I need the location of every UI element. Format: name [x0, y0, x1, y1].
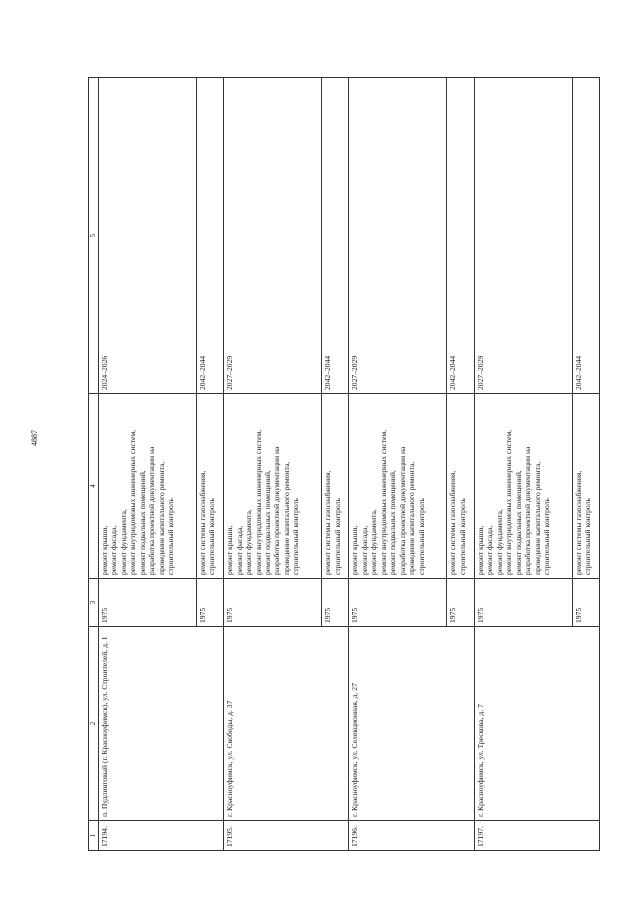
col-header-4: 4 — [89, 394, 99, 579]
work-item: ремонт крыши, — [225, 525, 235, 575]
repair-schedule-table — [88, 77, 600, 851]
row-period: 2042–2044 — [322, 78, 349, 394]
row-works — [349, 394, 447, 579]
work-item: ремонт крыши, — [475, 525, 485, 575]
work-item: ремонт внутридомовых инженерных систем, — [128, 429, 138, 575]
work-item: разработка проектной документации на — [147, 446, 157, 575]
page-number: 4887 — [30, 430, 39, 446]
row-number: 17195. — [224, 821, 349, 851]
row-address: г. Красноуфимск, ул. Свободы, д. 37 — [224, 627, 349, 821]
work-item: ремонт системы газоснабжения, — [448, 470, 458, 575]
work-item: строительный контроль — [166, 498, 176, 575]
work-item: ремонт фундамента, — [369, 509, 379, 575]
work-item: проведение капитального ремонта, — [532, 461, 542, 575]
table-row — [474, 78, 572, 851]
col-header-5: 5 — [89, 78, 99, 394]
work-item: ремонт внутридомовых инженерных систем, — [378, 429, 388, 575]
row-year: 1975 — [196, 579, 223, 627]
work-item: строительный контроль — [207, 498, 217, 575]
row-year: 1975 — [98, 579, 196, 627]
work-item: ремонт крыши, — [350, 525, 360, 575]
work-item: строительный контроль — [542, 498, 552, 575]
work-item: строительный контроль — [332, 498, 342, 575]
row-works — [224, 394, 322, 579]
row-address: п. Пудлинговый (г. Красноуфимск), ул. Строителей, д. 1 — [98, 627, 223, 821]
table-row — [98, 78, 196, 851]
col-header-1: 1 — [89, 821, 99, 851]
row-year: 1975 — [447, 579, 474, 627]
work-item: ремонт фундамента, — [494, 509, 504, 575]
work-item: разработка проектной документации на — [523, 446, 533, 575]
work-item: строительный контроль — [416, 498, 426, 575]
work-item: ремонт подвальных помещений, — [513, 470, 523, 575]
work-item: проведение капитального ремонта, — [281, 461, 291, 575]
row-works — [196, 394, 223, 579]
row-number: 17196. — [349, 821, 474, 851]
header-row — [89, 78, 99, 851]
work-item: строительный контроль — [583, 498, 593, 575]
row-year: 1975 — [322, 579, 349, 627]
work-item: ремонт подвальных помещений, — [262, 470, 272, 575]
row-works — [572, 394, 599, 579]
work-item: проведение капитального ремонта, — [407, 461, 417, 575]
row-period: 2027–2029 — [474, 78, 572, 394]
row-year: 1975 — [572, 579, 599, 627]
row-period: 2042–2044 — [196, 78, 223, 394]
row-period: 2024–2026 — [98, 78, 196, 394]
work-item: ремонт фасада, — [234, 525, 244, 575]
work-item: разработка проектной документации на — [397, 446, 407, 575]
work-item: разработка проектной документации на — [272, 446, 282, 575]
row-period: 2042–2044 — [447, 78, 474, 394]
work-item: ремонт фасада, — [359, 525, 369, 575]
work-item: проведение капитального ремонта, — [156, 461, 166, 575]
row-year: 1975 — [474, 579, 572, 627]
row-works — [447, 394, 474, 579]
col-header-2: 2 — [89, 627, 99, 821]
row-works — [474, 394, 572, 579]
row-year: 1975 — [349, 579, 447, 627]
work-item: ремонт фасада, — [485, 525, 495, 575]
work-item: ремонт фундамента, — [118, 509, 128, 575]
work-item: строительный контроль — [457, 498, 467, 575]
table-row — [224, 78, 322, 851]
work-item: ремонт подвальных помещений, — [388, 470, 398, 575]
work-item: ремонт крыши, — [99, 525, 109, 575]
landscape-sheet — [88, 78, 600, 851]
work-item: ремонт внутридомовых инженерных систем, — [253, 429, 263, 575]
row-works — [322, 394, 349, 579]
work-item: ремонт внутридомовых инженерных систем, — [504, 429, 514, 575]
work-item: ремонт системы газоснабжения, — [323, 470, 333, 575]
row-period: 2042–2044 — [572, 78, 599, 394]
row-address: г. Красноуфимск, ул. Трескова, д. 7 — [474, 627, 599, 821]
row-period: 2027–2029 — [224, 78, 322, 394]
col-header-3: 3 — [89, 579, 99, 627]
table-row — [349, 78, 447, 851]
work-item: ремонт фундамента, — [244, 509, 254, 575]
row-period: 2027–2029 — [349, 78, 447, 394]
row-works — [98, 394, 196, 579]
work-item: ремонт фасада, — [109, 525, 119, 575]
row-address: г. Красноуфимск, ул. Селекционная, д. 27 — [349, 627, 474, 821]
row-number: 17194. — [98, 821, 223, 851]
row-year: 1975 — [224, 579, 322, 627]
row-number: 17197. — [474, 821, 599, 851]
work-item: строительный контроль — [291, 498, 301, 575]
work-item: ремонт подвальных помещений, — [137, 470, 147, 575]
work-item: ремонт системы газоснабжения, — [573, 470, 583, 575]
work-item: ремонт системы газоснабжения, — [197, 470, 207, 575]
